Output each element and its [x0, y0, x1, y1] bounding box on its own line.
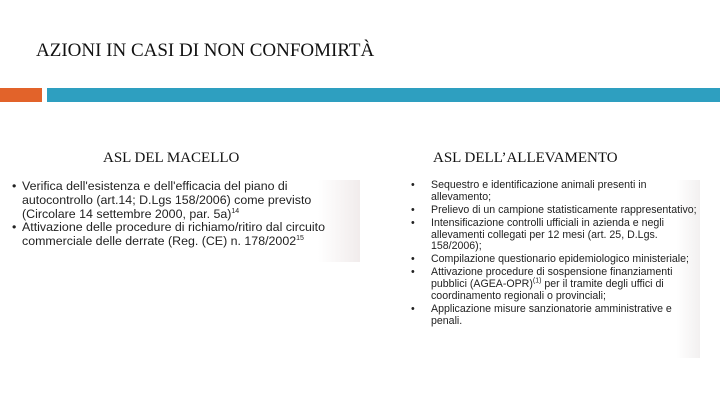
footnote-mark: 15	[296, 235, 304, 243]
slide-title: AZIONI IN CASI DI NON CONFOMIRTÀ	[36, 40, 375, 61]
list-item	[431, 254, 700, 266]
list-item-text: Sequestro e identificazione animali presenti in allevamento;	[431, 179, 647, 203]
right-column-panel	[405, 180, 700, 358]
list-item-text: Attivazione procedure di sospensione finanziamenti pubblici (AGEA-OPR)	[431, 266, 673, 291]
right-bullet-list	[405, 180, 700, 328]
list-item-text: Intensificazione controlli ufficiali in azienda e negli allevamenti collegati per 12 mesi (art. 25, D.Lgs. 158/2006);	[431, 216, 665, 253]
list-item-text: Attivazione delle procedure di richiamo/ritiro dal circuito commerciale delle derrate (Reg. (CE) n. 178/2002	[22, 220, 326, 249]
list-item-text: Verifica dell'esistenza e dell'efficacia del piano di autocontrollo (art.14; D.Lgs 158/2006) come previsto (Circolare 14 settembre 2000, par. 5a)	[22, 179, 312, 221]
list-item	[431, 218, 700, 253]
list-item	[22, 180, 360, 221]
left-bullet-list	[10, 180, 360, 249]
list-item-text: Prelievo di un campione statisticamente rappresentativo;	[431, 203, 697, 216]
list-item-text: Applicazione misure sanzionatorie amministrative e penali.	[431, 302, 672, 327]
list-item	[431, 205, 700, 217]
list-item-text-continued: per il tramite degli uffici di coordinamento regionali o provinciali;	[431, 278, 664, 302]
list-item	[431, 180, 700, 204]
list-item	[431, 304, 700, 328]
list-item	[22, 221, 360, 249]
left-column-heading: ASL DEL MACELLO	[103, 150, 240, 166]
footnote-mark: (1)	[532, 277, 542, 285]
accent-bar-blue	[47, 88, 720, 102]
list-item	[431, 267, 700, 302]
accent-bar-orange	[0, 88, 42, 102]
left-column-panel	[10, 180, 360, 262]
list-item-text: Compilazione questionario epidemiologico ministeriale;	[431, 253, 689, 266]
right-column-heading: ASL DELL’ALLEVAMENTO	[433, 150, 618, 166]
footnote-mark: 14	[231, 207, 240, 215]
